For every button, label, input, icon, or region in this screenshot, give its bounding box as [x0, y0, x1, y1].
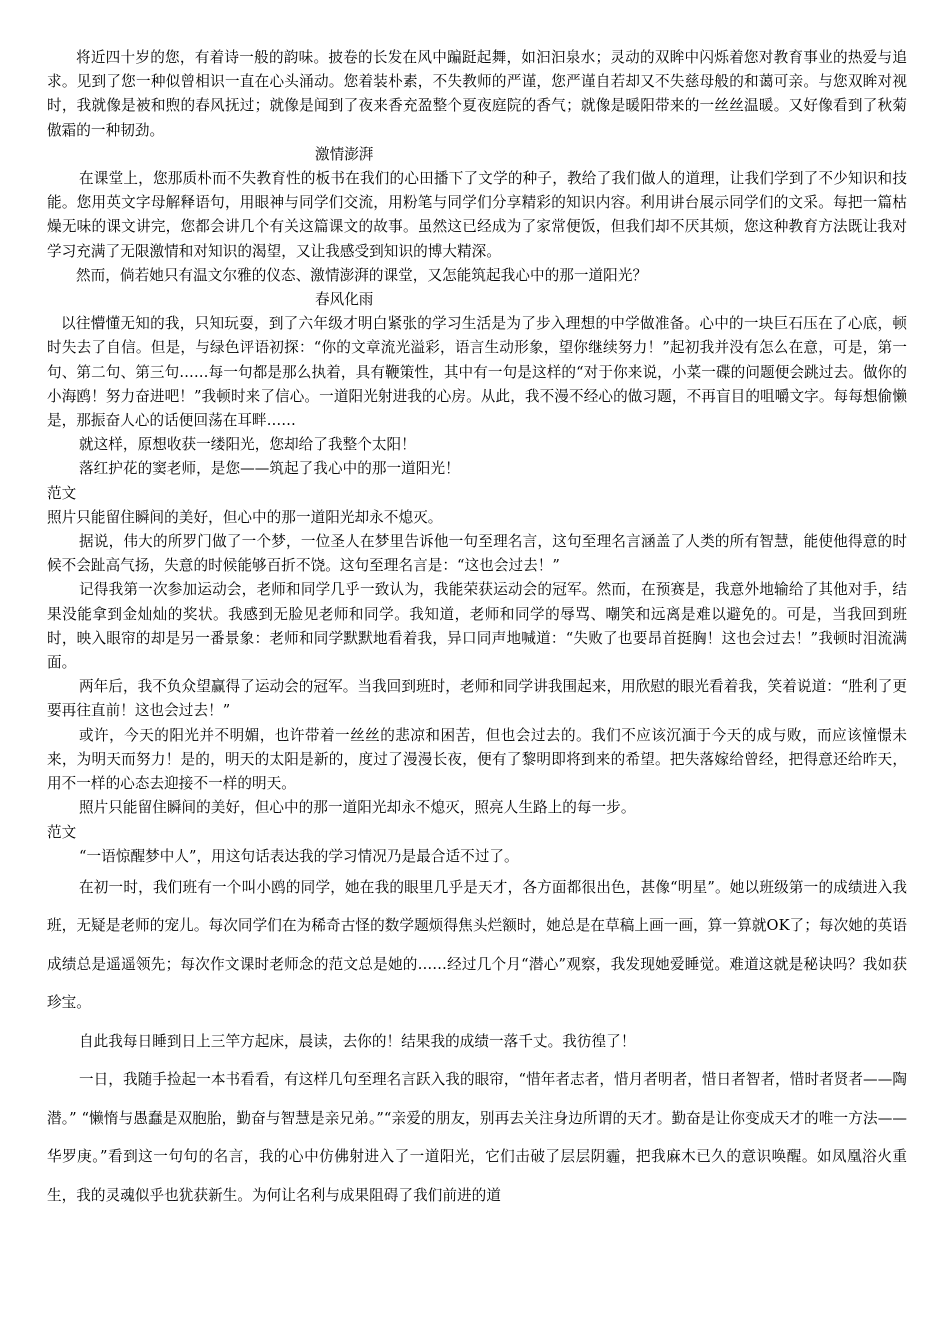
paragraph-solomon: 据说，伟大的所罗门做了一个梦，一位圣人在梦里告诉他一句至理名言，这句至理名言涵盖了人类的所有智慧，能使他得意的时候不会趾高气扬，失意的时候能够百折不饶。这句至理名言是：“这也会过去！” [47, 533, 907, 575]
paragraph-quotes: 一日，我随手捡起一本书看看，有这样几句至理名言跃入我的眼帘，“惜年者志者，惜月者明者，惜日者智者，惜时者贤者——陶潜。” “懒惰与愚蠢是双胞胎，勤奋与智慧是亲兄弟。”“亲爱的朋友，别再去关注身边所谓的天才。勤奋是让你变成天才的唯一方法——华罗庚。”看到这一句句的名言，我的心中仿佛射进入了一道阳光，它们击破了层层阴霾，把我麻木已久的意识唤醒。如凤凰浴火重生，我的灵魂似乎也犹获新生。为何让名利与成果阻碍了我们前进的道 [47, 1071, 907, 1204]
paragraph-closing: 落红护花的窦老师，是您——筑起了我心中的那一道阳光！ [79, 460, 460, 478]
sample-essay-label: 范文 [47, 823, 77, 841]
document-page [47, 46, 907, 1215]
paragraph-transition: 然而，倘若她只有温文尔雅的仪态、激情澎湃的课堂，又怎能筑起我心中的那一道阳光？ [76, 266, 648, 284]
paragraph-sixth-grade: 以往懵懂无知的我，只知玩耍，到了六年级才明白紧张的学习生活是为了步入理想的中学做准备。心中的一块巨石压在了心底，顿时失去了自信。但是，与绿色评语初探：“你的文章流光溢彩，语言生动形象，望你继续努力！”起初我并没有怎么在意，可是，第一句、第二句、第三句……每一句都是那么执着，具有鞭策性，其中有一句是这样的“对于你来说，小菜一碟的问题便会跳过去。做你的小海鸥！努力奋进吧！”我顿时来了信心。一道阳光射进我的心房。从此，我不漫不经心的做习题，不再盲目的咀嚼文字。每每想偷懒是，那振奋人心的话便回荡在耳畔…… [47, 315, 907, 430]
paragraph-photo-opening: 照片只能留住瞬间的美好，但心中的那一道阳光却永不熄灭。 [47, 508, 443, 526]
section-heading-spring-breeze: 春风化雨 [315, 291, 374, 309]
paragraph-classmate: 在初一时，我们班有一个叫小鸥的同学，她在我的眼里几乎是天才，各方面都很出色，甚像“明星”。她以班级第一的成绩进入我班，无疑是老师的宠儿。每次同学们在为稀奇古怪的数学题烦得焦头烂额时，她总是在草稿上画一画，算一算就OK了；每次她的英语成绩总是遥遥领先；每次作文课时老师念的范文总是她的……经过几个月“潜心”观察，我发现她爱睡觉。难道这就是秘诀吗？我如获珍宝。 [47, 878, 907, 1012]
paragraph-two-years-later: 两年后，我不负众望赢得了运动会的冠军。当我回到班时，老师和同学讲我围起来，用欣慰的眼光看着我，笑着说道：“胜利了更要再往直前！这也会过去！” [47, 678, 907, 720]
paragraph-teacher-description: 将近四十岁的您，有着诗一般的韵味。披卷的长发在风中蹁跹起舞，如汩汩泉水；灵动的双眸中闪烁着您对教育事业的热爱与追求。见到了您一种似曾相识一直在心头涌动。您着装朴素，不失教师的严谨，您严谨自若却又不失慈母般的和蔼可亲。与您双眸对视时，我就像是被和煦的春风抚过；就像是闻到了夜来香充盈整个夏夜庭院的香气；就像是暖阳带来的一丝丝温暖。又好像看到了秋菊傲霜的一种韧劲。 [47, 49, 907, 139]
section-heading-passion: 激情澎湃 [315, 145, 374, 163]
paragraph-perhaps-today: 或许，今天的阳光并不明媚，也许带着一丝丝的悲凉和困苦，但也会过去的。我们不应该沉湎于今天的成与败，而应该憧憬未来，为明天而努力！是的，明天的太阳是新的，度过了漫漫长夜，便有了黎明即将到来的希望。把失落嫁给曾经，把得意还给昨天，用不一样的心态去迎接不一样的明天。 [47, 726, 907, 793]
paragraph-classroom: 在课堂上，您那质朴而不失教育性的板书在我们的心田播下了文学的种子，教给了我们做人的道理，让我们学到了不少知识和技能。您用英文字母解释语句，用眼神与同学们交流，用粉笔与同学们分享精彩的知识内容。利用讲台展示同学们的文采。每把一篇枯燥无味的课文讲完，您都会讲几个有关这篇课文的故事。虽然这已经成为了家常便饭，但我们却不厌其烦，您这种教育方法既让我对学习充满了无限激情和对知识的渴望，又让我感受到知识的博大精深。 [47, 170, 907, 260]
paragraph-whole-sun: 就这样，原想收获一缕阳光，您却给了我整个太阳！ [79, 436, 416, 454]
paragraph-decline: 自此我每日睡到日上三竿方起床，晨读，去你的！结果我的成绩一落千丈。我彷徨了！ [79, 1032, 636, 1050]
paragraph-photo-closing: 照片只能留住瞬间的美好，但心中的那一道阳光却永不熄灭，照亮人生路上的每一步。 [79, 799, 636, 817]
sample-essay-label: 范文 [47, 484, 77, 502]
paragraph-sports-meet: 记得我第一次参加运动会，老师和同学几乎一致认为，我能荣获运动会的冠军。然而，在预赛是，我意外地输给了其他对手，结果没能拿到金灿灿的奖状。我感到无脸见老师和同学。我知道，老师和同学的辱骂、嘲笑和远离是难以避免的。可是，当我回到班时，映入眼帘的却是另一番景象：老师和同学默默地看着我，异口同声地喊道：“失败了也要昂首挺胸！这也会过去！”我顿时泪流满面。 [47, 581, 907, 672]
paragraph-wake-up-quote: “一语惊醒梦中人”，用这句话表达我的学习情况乃是最合适不过了。 [79, 847, 519, 865]
